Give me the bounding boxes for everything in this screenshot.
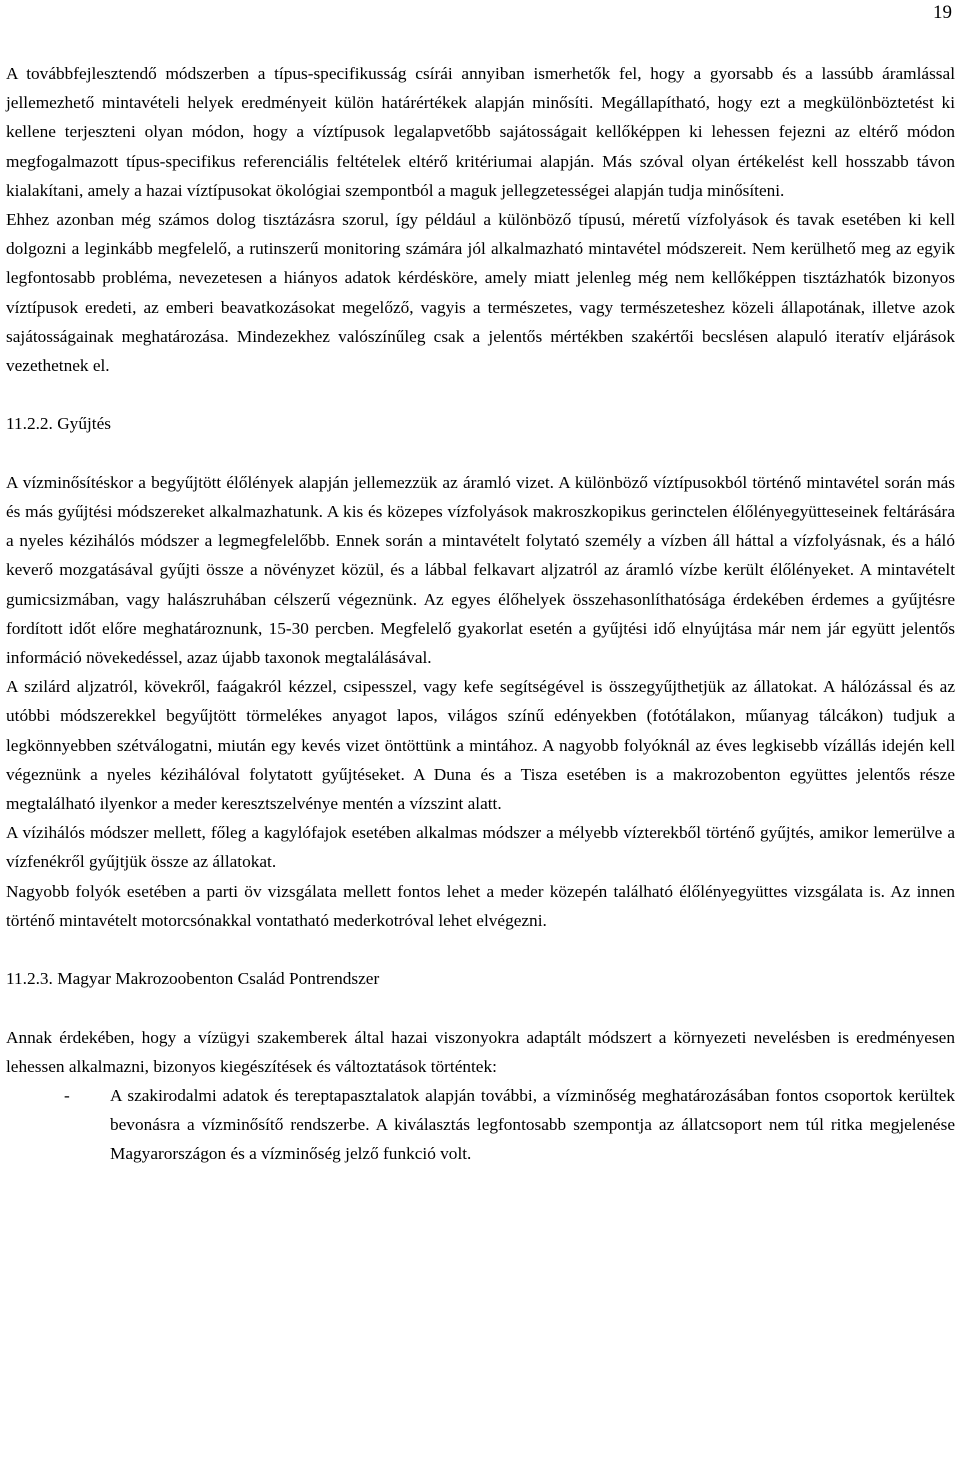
paragraph: Ehhez azonban még számos dolog tisztázásra szorul, így például a különböző típusú, méretű vízfolyások és tavak esetében ki kell dolgozni a leginkább megfelelő, a rutinszerű monitoring számára jól alkalmazható mintavétel módszereit. Nem kerülhető meg az egyik legfontosabb probléma, nevezetesen a hiányos adatok kérdésköre, amely miatt jelenleg még nem kellőképpen tisztázhatók bizonyos víztípusok eredeti, az emberi beavatkozásokat megelőző, vagyis a természetes, vagy természeteshez közeli állapotának, illetve azok sajátosságainak meghatározása. Mindezekhez valószínűleg csak a jelentős mértékben szakértői becslésen alapuló iteratív eljárások vezethetnek el. (6, 210, 955, 376)
page-number: 19 (933, 2, 952, 23)
paragraph: A továbbfejlesztendő módszerben a típus-specifikusság csírái annyiban ismerhetők fel, hogy a gyorsabb és a lassúbb áramlással jellemezhető mintavételi helyek eredményeit külön határértékek alapján minősíti. Megállapítható, hogy ezt a megkülönböztetést ki kellene terjeszteni olyan módon, hogy a víztípusok legalapvetőbb sajátosságait kellőképpen ki lehessen fejezni az eltérő módon megfogalmazott típus-specifikus referenciális feltételek eltérő kritériumai alapján. Más szóval olyan értékelést kell hosszabb távon kialakítani, amely a hazai víztípusokat ökológiai szempontból a maguk jellegzetességei alapján tudja minősíteni. (6, 64, 955, 200)
section-heading-gyujtes: 11.2.2. Gyűjtés (6, 414, 111, 434)
paragraph: A vízminősítéskor a begyűjtött élőlények alapján jellemezzük az áramló vizet. A különböző víztípusokból történő mintavétel során más és más gyűjtési módszereket alkalmazhatunk. A kis és közepes vízfolyások makroszkopikus gerinctelen élőlényegyütteseinek feltárására a nyeles kézihálós módszer a legmegfelelőbb. Ennek során a mintavételt folytató személy a vízben áll háttal a vízfolyásnak, és a háló keverő mozgatásával gyűjti össze a növényzet közül, és a lábbal felkavart aljzatról az áramló vízbe került élőlényeket. A mintavételt gumicsizmában, vagy halászruhában célszerű végeznünk. Az egyes élőhelyek összehasonlíthatósága érdekében érdemes a gyűjtésre fordított időt előre meghatároznunk, 15-30 percben. Megfelelő gyakorlat esetén a gyűjtési idő elnyújtása már nem jár együtt jelentős információ növekedéssel, azaz újabb taxonok megtalálásával. (6, 472, 955, 668)
spacer (6, 380, 955, 409)
spacer (6, 935, 955, 964)
paragraph: A vízihálós módszer mellett, főleg a kagylófajok esetében alkalmas módszer a mélyebb vízterekből történő gyűjtés, amikor lemerülve a vízfenékről gyűjtjük össze az állatokat. (6, 823, 955, 872)
document-body (6, 59, 955, 1169)
list-item (6, 1081, 955, 1169)
paragraph: A szilárd aljzatról, kövekről, faágakról kézzel, csipesszel, vagy kefe segítségével is összegyűjthetjük az állatokat. A hálózással és az utóbbi módszerekkel begyűjtött törmelékes anyagot lapos, világos színű edényekben (fotótálakon, műanyag tálcákon) tudjuk a legkönnyebben szétválogatni, miután egy kevés vizet öntöttünk a mintához. A nagyobb folyóknál az éves legkisebb vízállás idején kell végeznünk a nyeles kézihálóval folytatott gyűjtéseket. A Duna és a Tisza esetében is a makrozobenton együttes jelentős része megtalálható ilyenkor a meder keresztszelvénye mentén a vízszint alatt. (6, 677, 955, 814)
bullet-list (6, 1081, 955, 1169)
spacer (6, 993, 955, 1022)
list-item-text: A szakirodalmi adatok és tereptapasztalatok alapján további, a vízminőség meghatározásában fontos csoportok kerültek bevonásra a vízminősítő rendszerbe. A kiválasztás legfontosabb szempontja az állatcsoport nem túl ritka megjelenése Magyarországon és a vízminőség jelző funkció volt. (110, 1086, 955, 1164)
paragraph: Annak érdekében, hogy a vízügyi szakemberek által hazai viszonyokra adaptált módszert a környezeti nevelésben is eredményesen lehessen alkalmazni, bizonyos kiegészítések és változtatások történtek: (6, 1027, 955, 1076)
list-marker: - (64, 1086, 70, 1106)
spacer (6, 439, 955, 468)
paragraph: Nagyobb folyók esetében a parti öv vizsgálata mellett fontos lehet a meder közepén található élőlényegyüttes vizsgálata is. Az innen történő mintavételt motorcsónakkal vontatható mederkotróval lehet elvégezni. (6, 881, 955, 930)
section-heading-pontrendszer: 11.2.3. Magyar Makrozoobenton Család Pontrendszer (6, 969, 380, 989)
